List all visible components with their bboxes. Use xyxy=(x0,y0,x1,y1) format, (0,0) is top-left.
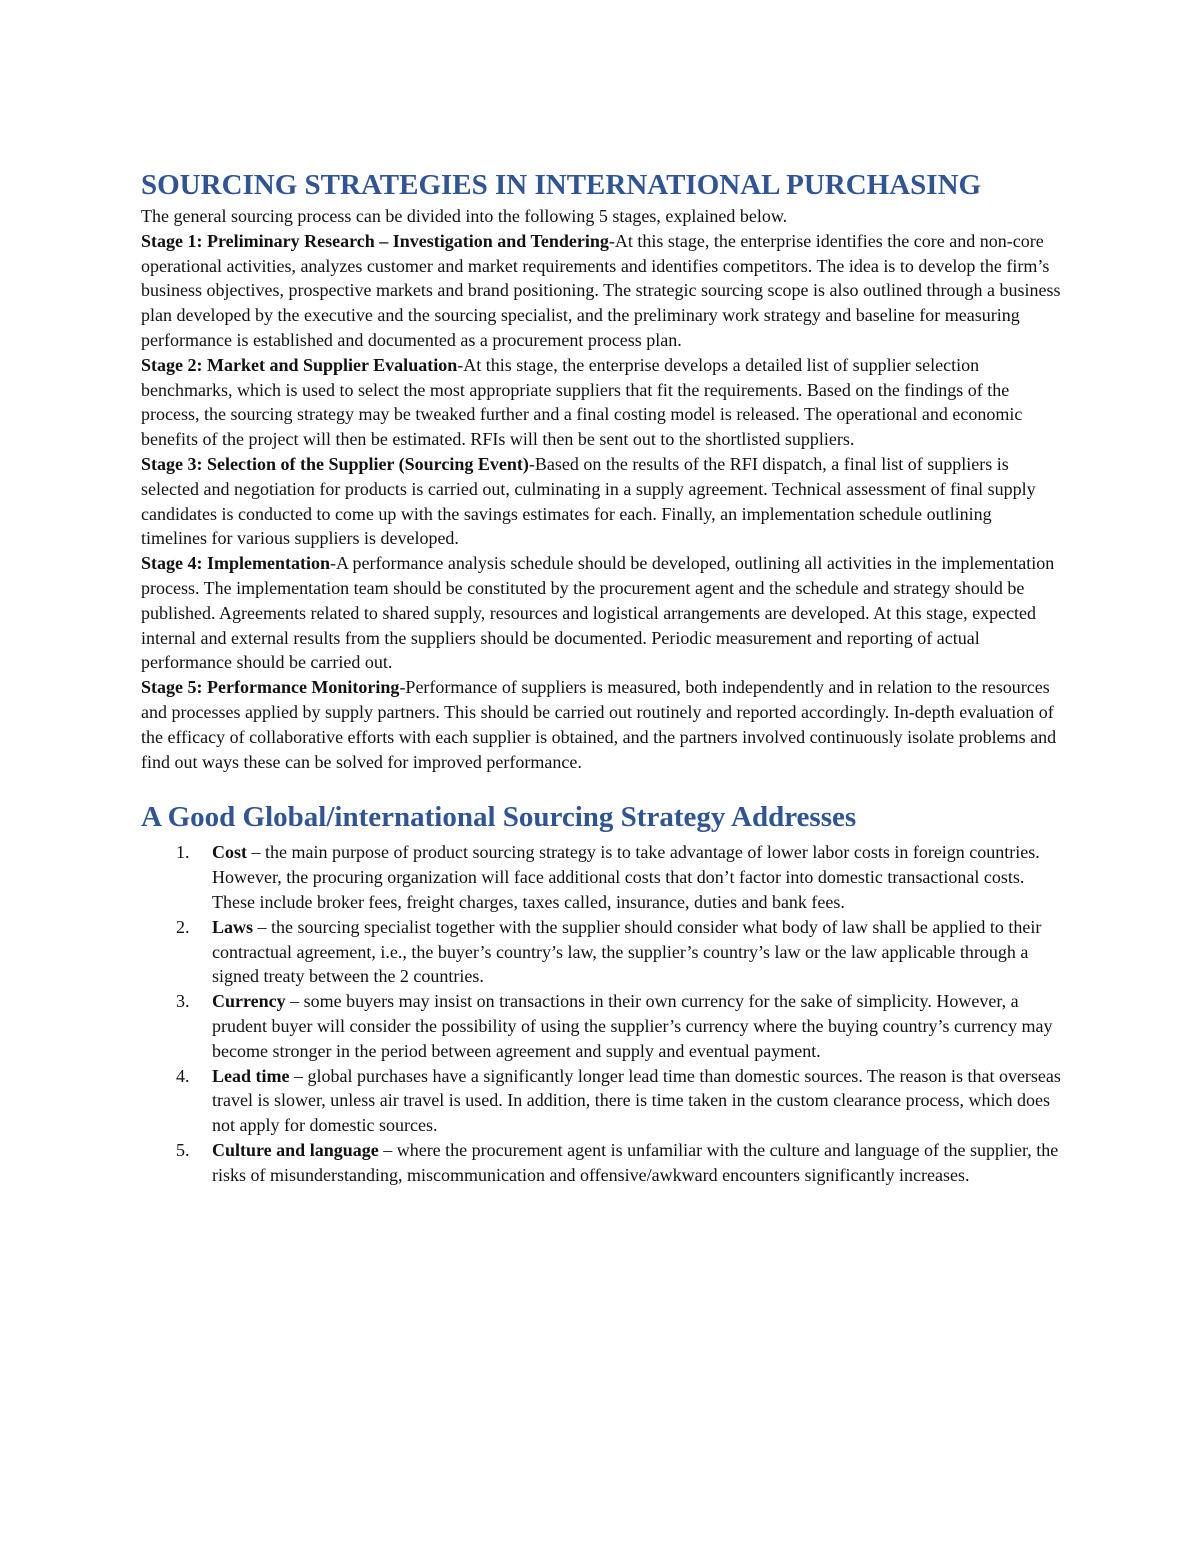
list-item xyxy=(141,1138,1061,1188)
stage-1-title: Stage 1: Preliminary Research – Investigation and Tendering xyxy=(141,230,609,251)
list-item-text: – some buyers may insist on transactions in their own currency for the sake of simplicity. However, a prudent buyer will consider the possibility of using the supplier’s currency where the buying country’s currency may become stronger in the period between agreement and supply and eventual payment. xyxy=(212,991,1053,1061)
document-page xyxy=(141,166,1061,1187)
list-item-number: 3. xyxy=(176,991,190,1012)
stage-3-paragraph xyxy=(141,452,1061,551)
stage-5-text: -Performance of suppliers is measured, both independently and in relation to the resources and processes applied by supply partners. This should be carried out routinely and reported accordingly. In-depth evaluation of the efficacy of collaborative efforts with each supplier is obtained, and the partners involved continuously isolate problems and find out ways these can be solved for improved performance. xyxy=(141,677,1057,772)
strategy-list xyxy=(141,840,1061,1187)
stage-1-paragraph xyxy=(141,229,1061,353)
stage-2-text: -At this stage, the enterprise develops a detailed list of supplier selection benchmarks, which is used to select the most appropriate suppliers that fit the requirements. Based on the findings of the process, the sourcing strategy may be tweaked further and a final costing model is released. The operational and economic benefits of the project will then be estimated. RFIs will then be sent out to the shortlisted suppliers. xyxy=(141,354,1023,450)
stage-5-title: Stage 5: Performance Monitoring xyxy=(141,677,400,698)
section-heading: A Good Global/international Sourcing Strategy Addresses xyxy=(141,801,857,834)
stage-2-paragraph xyxy=(141,353,1061,452)
list-item-text: – the main purpose of product sourcing strategy is to take advantage of lower labor costs in foreign countries. However, the procuring organization will face additional costs that don’t factor into domestic transactional costs. These include broker fees, freight charges, taxes called, insurance, duties and bank fees. xyxy=(212,842,1040,912)
list-item-text: – the sourcing specialist together with the supplier should consider what body of law shall be applied to their contractual agreement, i.e., the buyer’s country’s law, the supplier’s country’s law or the law applicable through a signed treaty between the 2 countries. xyxy=(212,916,1042,987)
list-item xyxy=(141,989,1061,1063)
list-item xyxy=(141,915,1061,989)
list-item-number: 4. xyxy=(176,1065,190,1086)
stage-3-text: -Based on the results of the RFI dispatch, a final list of suppliers is selected and negotiation for products is carried out, culminating in a supply agreement. Technical assessment of final supply candidates is conducted to come up with the savings estimates for each. Finally, an implementation schedule outlining timelines for various suppliers is developed. xyxy=(141,453,1036,549)
list-item-text: – global purchases have a significantly longer lead time than domestic sources. The reason is that overseas travel is slower, unless air travel is used. In addition, there is time taken in the custom clearance process, which does not apply for domestic sources. xyxy=(212,1065,1061,1136)
list-item-number: 2. xyxy=(176,916,190,937)
stage-4-text: -A performance analysis schedule should be developed, outlining all activities in the implementation process. The implementation team should be constituted by the procurement agent and the schedule and strategy should be published. Agreements related to shared supply, resources and logistical arrangements are developed. At this stage, expected internal and external results from the suppliers should be documented. Periodic measurement and reporting of actual performance should be carried out. xyxy=(141,553,1055,673)
stage-1-text: -At this stage, the enterprise identifies the core and non-core operational activities, analyzes customer and market requirements and identifies competitors. The idea is to develop the firm’s business objectives, prospective markets and brand positioning. The strategic sourcing scope is also outlined through a business plan developed by the executive and the sourcing specialist, and the preliminary work strategy and baseline for measuring performance is established and documented as a procurement process plan. xyxy=(141,230,1061,350)
intro-paragraph: The general sourcing process can be divided into the following 5 stages, explained below. xyxy=(141,206,788,226)
list-item-term: Culture and language xyxy=(212,1139,379,1160)
stage-4-paragraph xyxy=(141,551,1061,675)
stage-2-title: Stage 2: Market and Supplier Evaluation xyxy=(141,354,458,375)
list-item-text: – where the procurement agent is unfamiliar with the culture and language of the supplier, the risks of misunderstanding, miscommunication and offensive/awkward encounters significantly increases. xyxy=(212,1139,1059,1185)
list-item-number: 5. xyxy=(176,1139,190,1160)
list-item xyxy=(141,1064,1061,1138)
stage-4-title: Stage 4: Implementation xyxy=(141,553,330,574)
list-item-term: Laws xyxy=(212,916,254,937)
list-item xyxy=(141,840,1061,914)
list-item-term: Currency xyxy=(212,991,286,1012)
stage-3-title: Stage 3: Selection of the Supplier (Sourcing Event) xyxy=(141,453,529,474)
list-item-term: Cost xyxy=(212,842,247,863)
list-item-term: Lead time xyxy=(212,1065,290,1086)
document-title: SOURCING STRATEGIES IN INTERNATIONAL PURCHASING xyxy=(141,169,982,201)
stage-5-paragraph xyxy=(141,675,1061,774)
list-item-number: 1. xyxy=(176,842,190,863)
